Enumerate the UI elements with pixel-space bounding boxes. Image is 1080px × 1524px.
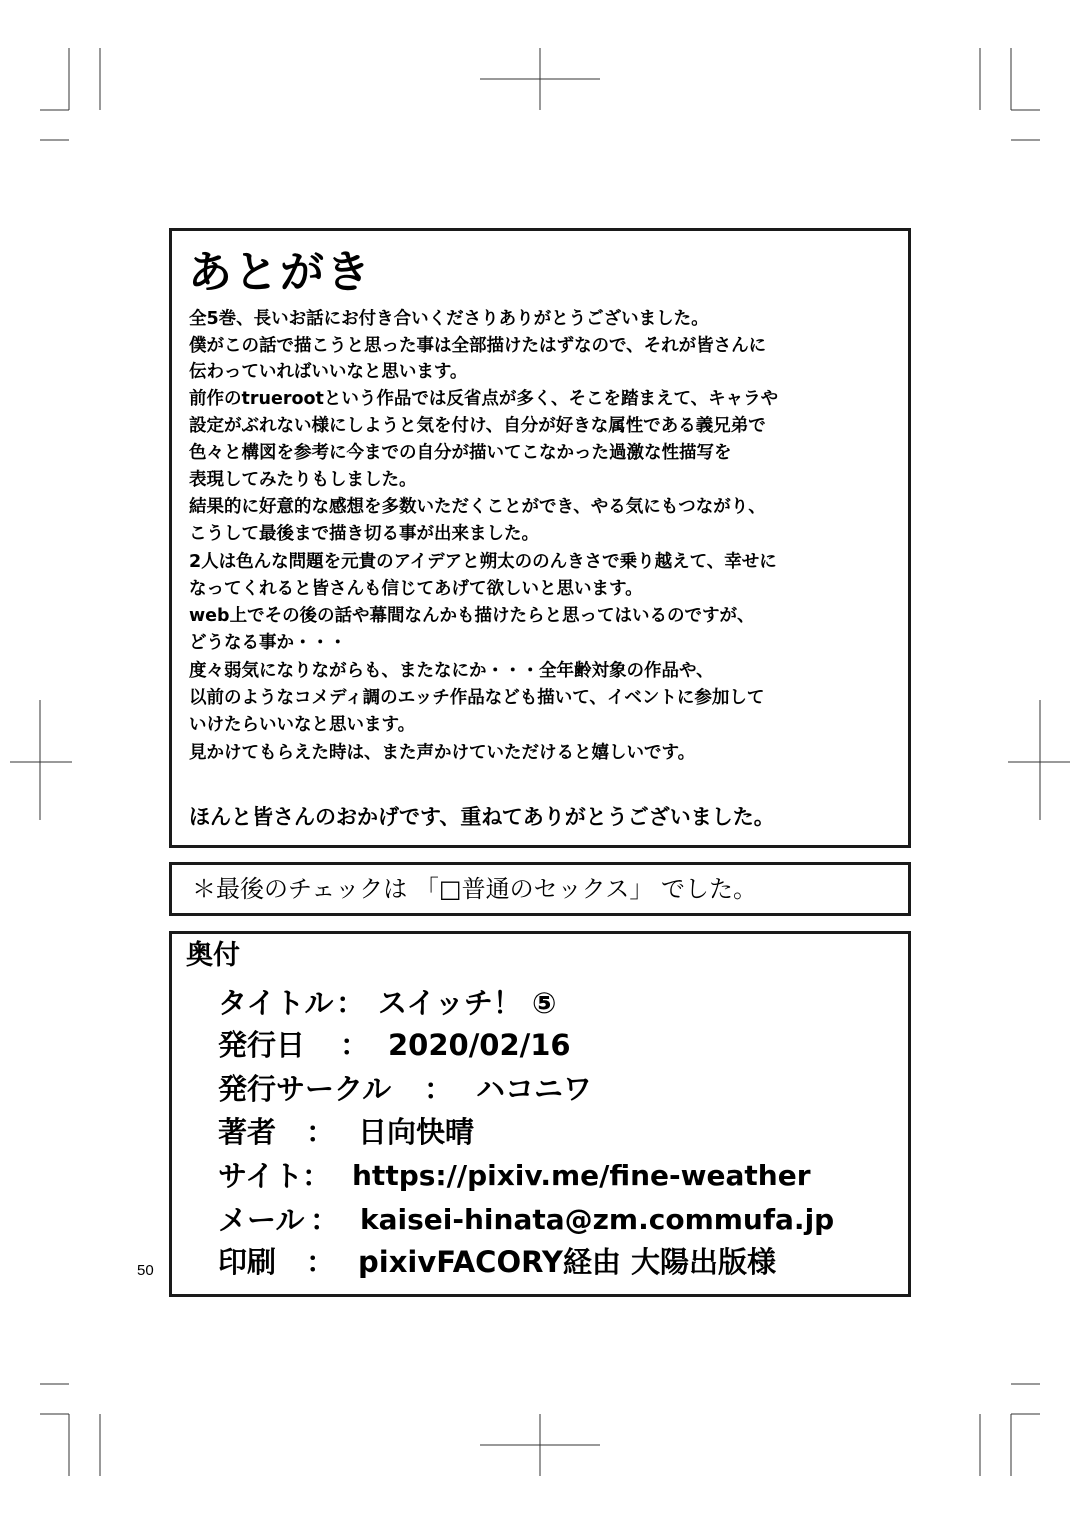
colophon-separator: ：	[306, 1245, 336, 1279]
afterword-line: 前作のtruerootという作品では反省点が多く、そこを踏まえて、キャラや	[189, 389, 779, 409]
colophon-label: 発行日	[218, 1028, 306, 1062]
afterword-line: 僕がこの話で描こうと思った事は全部描けたはずなので、それが皆さんに	[189, 336, 767, 356]
afterword-title: あとがき	[188, 247, 372, 298]
afterword-line: 表現してみたりもしました。	[189, 470, 417, 490]
afterword-line: いけたらいいなと思います。	[189, 715, 416, 735]
colophon-value: pixivFACORY経由 大陽出版様	[358, 1245, 776, 1279]
colophon-separator: ：	[340, 1028, 370, 1062]
afterword-line: どうなる事か・・・	[189, 633, 347, 653]
colophon-label: 著者	[218, 1115, 277, 1149]
colophon-box	[169, 931, 911, 1297]
afterword-closing: ほんと皆さんのおかげです、重ねてありがとうございました。	[189, 805, 775, 829]
afterword-line: 以前のようなコメディ調のエッチ作品なども描いて、イベントに参加して	[189, 688, 765, 708]
colophon-separator: ：	[306, 1115, 336, 1149]
afterword-line: web上でその後の話や幕間なんかも描けたらと思ってはいるのですが、	[189, 606, 755, 626]
afterword-line: 結果的に好意的な感想を多数いただくことができ、やる気にもつながり、	[189, 497, 766, 517]
final-check-text: ＊最後のチェックは 「□普通のセックス」 でした。	[192, 875, 757, 903]
afterword-line: 2人は色んな問題を元貴のアイデアと朔太ののんきさで乗り越えて、幸せに	[189, 552, 777, 572]
colophon-separator: ：	[424, 1072, 454, 1106]
afterword-box	[169, 228, 911, 848]
colophon-separator: ：	[310, 1203, 340, 1237]
colophon-label: 発行サークル	[218, 1072, 392, 1106]
colophon-value: 2020/02/16	[388, 1028, 571, 1062]
colophon-separator: ：	[302, 1159, 332, 1193]
colophon-value: 日向快晴	[358, 1115, 475, 1149]
page-number: 50	[137, 1262, 154, 1279]
afterword-line: 設定がぶれない様にしようと気を付け、自分が好きな属性である義兄弟で	[189, 416, 766, 436]
colophon-label: メール	[218, 1203, 305, 1237]
afterword-line: 見かけてもらえた時は、また声かけていただけると嬉しいです。	[189, 743, 696, 763]
colophon-value: https://pixiv.me/fine-weather	[352, 1159, 811, 1192]
final-check-box	[169, 862, 911, 916]
colophon-title: 奥付	[186, 940, 240, 971]
colophon-label: タイトル	[218, 986, 334, 1020]
afterword-line: 度々弱気になりながらも、またなにか・・・全年齢対象の作品や、	[189, 661, 714, 681]
colophon-value: kaisei-hinata@zm.commufa.jp	[360, 1203, 835, 1236]
afterword-line: こうして最後まで描き切る事が出来ました。	[189, 524, 539, 544]
colophon-separator: ：	[336, 986, 366, 1020]
colophon-value: ハコニワ	[476, 1072, 593, 1106]
afterword-line: 伝わっていればいいなと思います。	[189, 362, 468, 382]
colophon-label: 印刷	[218, 1245, 277, 1279]
colophon-value: スイッチ！ ⑤	[378, 986, 557, 1020]
afterword-line: なってくれると皆さんも信じてあげて欲しいと思います。	[189, 579, 643, 599]
colophon-label: サイト	[218, 1159, 303, 1193]
afterword-line: 全5巻、長いお話にお付き合いくださりありがとうございました。	[189, 309, 709, 329]
afterword-line: 色々と構図を参考に今までの自分が描いてこなかった過激な性描写を	[189, 443, 732, 463]
